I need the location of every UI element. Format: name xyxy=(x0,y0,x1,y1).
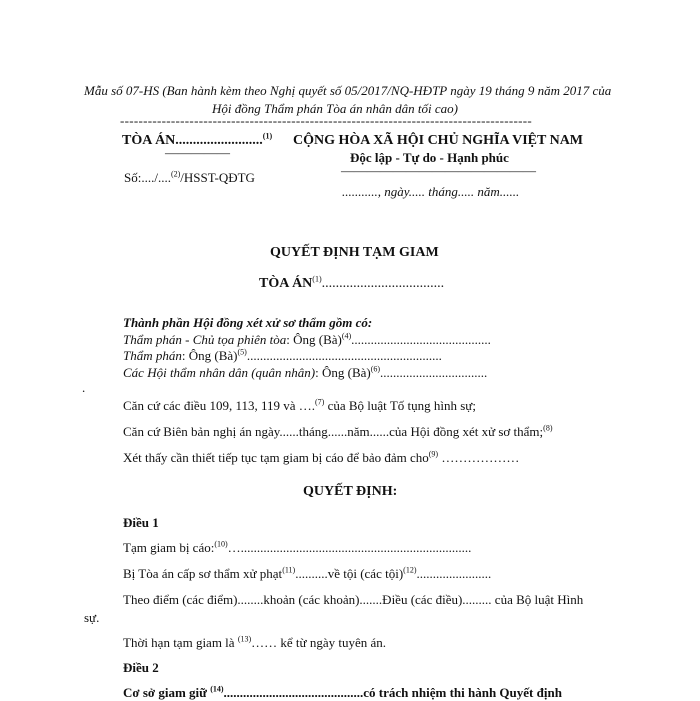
decision-heading: QUYẾT ĐỊNH: xyxy=(303,484,398,499)
panel-heading: Thành phần Hội đồng xét xử sơ thẩm gồm có: xyxy=(123,315,373,330)
court-name: TÒA ÁN.........................$^{(1)}$ xyxy=(122,131,273,148)
article-1-line-3: Theo điểm (các điểm)........khoản (các khoản).......Điều (các điều)......... của Bộ luật Hình xyxy=(123,592,584,607)
article-1-line-2: Bị Tòa án cấp sơ thẩm xử phạt$^{(11)}$..........về tội (các tội)$^{(12)}$....................... xyxy=(123,565,492,581)
article-2-line-1: Cơ sở giam giữ $^{(14)}$...........................................có trách nhiệm thi hành Quyết định xyxy=(123,684,562,700)
basis-line-1: Căn cứ các điều 109, 113, 119 và ….$^{(7)}$ của Bộ luật Tố tụng hình sự; xyxy=(123,397,476,413)
form-note-rule: ----------------------------------------------------------------------------------------- xyxy=(120,113,532,128)
court-line: TÒA ÁN$^{(1)}$................................... xyxy=(259,274,445,291)
assessors-line: Các Hội thẩm nhân dân (quân nhân): Ông (Bà)$^{(6)}$................................. xyxy=(123,364,488,380)
basis-line-2: Căn cứ Biên bản nghị án ngày......tháng......năm......của Hội đồng xét xử sơ thẩm;$^{(8)}$ xyxy=(123,423,553,439)
document-title: QUYẾT ĐỊNH TẠM GIAM xyxy=(270,245,439,260)
form-note-line1: Mẫu số 07-HS (Ban hành kèm theo Nghị quyết số 05/2017/NQ-HĐTP ngày 19 tháng 9 năm 2017 của xyxy=(84,83,612,98)
judge-line: Thẩm phán: Ông (Bà)$^{(5)}$............................................................ xyxy=(123,347,442,363)
presiding-judge-line: Thẩm phán - Chủ tọa phiên tòa: Ông (Bà)$^{(4)}$........................................... xyxy=(123,331,491,347)
date-line: ..........., ngày..... tháng..... năm...... xyxy=(342,184,520,199)
article-1-line-1: Tạm giam bị cáo:$^{(10)}$…....................................................................... xyxy=(123,539,472,555)
article-1-heading: Điều 1 xyxy=(123,515,159,530)
article-1-line-3-cont: sự. xyxy=(84,610,100,625)
court-underline: ————— xyxy=(165,145,230,160)
form-note-line2: Hội đồng Thẩm phán Tòa án nhân dân tối cao) xyxy=(212,101,458,116)
article-2-heading: Điều 2 xyxy=(123,660,159,675)
basis-line-3: Xét thấy cần thiết tiếp tục tạm giam bị cáo để bảo đảm cho$^{(9)}$ ……………… xyxy=(123,449,520,465)
decision-number: Số:..../....$^{(2)}$/HSST-QĐTG xyxy=(124,169,255,185)
article-1-line-4: Thời hạn tạm giam là $^{(13)}$…… kể từ ngày tuyên án. xyxy=(123,634,387,650)
national-motto: Độc lập - Tự do - Hạnh phúc xyxy=(350,150,509,165)
country-name: CỘNG HÒA XÃ HỘI CHỦ NGHĨA VIỆT NAM xyxy=(293,133,584,148)
stray-dot: . xyxy=(82,380,86,395)
motto-underline: ——————————————— xyxy=(341,163,536,178)
